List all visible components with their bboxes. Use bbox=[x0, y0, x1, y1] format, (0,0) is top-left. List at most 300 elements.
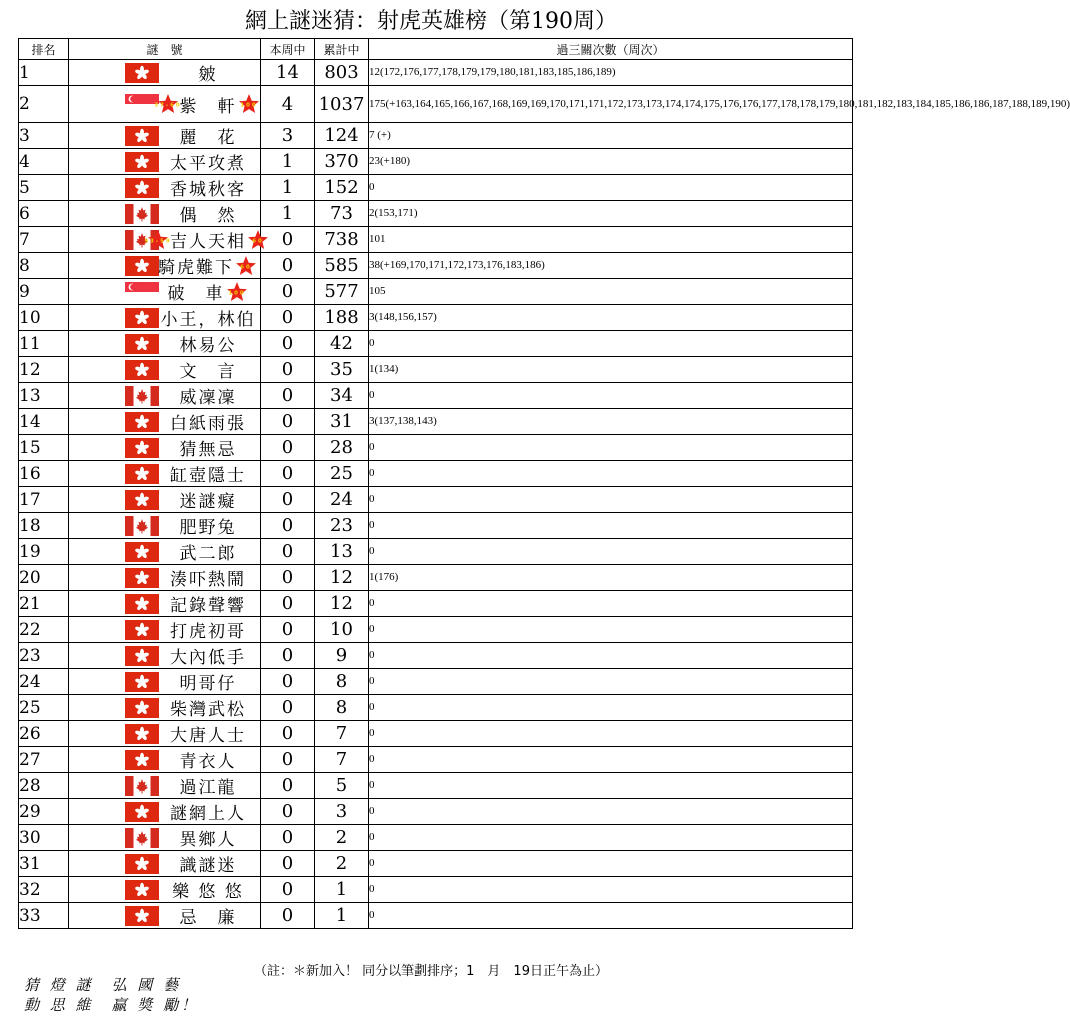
name-cell-inner bbox=[69, 149, 260, 174]
total-count-cell: 1 bbox=[315, 877, 369, 903]
hong-kong-flag-icon bbox=[125, 594, 159, 614]
name-cell-inner bbox=[69, 773, 260, 798]
history-cell: 0 bbox=[369, 435, 853, 461]
rank-cell: 8 bbox=[19, 253, 69, 279]
history-cell: 101 bbox=[369, 227, 853, 253]
header-history: 過三關次數（周次） bbox=[369, 39, 853, 60]
member-name: 紫 軒 bbox=[179, 96, 237, 117]
svg-text:53-59: 53-59 bbox=[144, 238, 172, 245]
member-name: 白紙雨張 bbox=[170, 414, 246, 434]
table-body bbox=[19, 60, 1070, 929]
name-cell bbox=[69, 123, 261, 149]
total-count-cell: 12 bbox=[315, 565, 369, 591]
table-row bbox=[19, 331, 853, 357]
week-count-cell: 0 bbox=[261, 409, 315, 435]
canada-flag-icon bbox=[125, 828, 159, 848]
member-name: 偶 然 bbox=[179, 206, 237, 226]
name-cell bbox=[69, 357, 261, 383]
name-cell bbox=[69, 695, 261, 721]
member-name: 太平攻煮 bbox=[170, 154, 246, 174]
week-count-cell: 0 bbox=[261, 383, 315, 409]
total-count-cell: 2 bbox=[315, 825, 369, 851]
name-cell-inner bbox=[69, 253, 260, 278]
rank-cell: 14 bbox=[19, 409, 69, 435]
history-cell: 0 bbox=[369, 331, 853, 357]
total-count-cell: 2 bbox=[315, 851, 369, 877]
name-cell-inner bbox=[69, 227, 264, 252]
table-row bbox=[19, 409, 853, 435]
history-cell: 0 bbox=[369, 877, 853, 903]
table-row bbox=[19, 617, 853, 643]
name-cell bbox=[69, 721, 261, 747]
rank-cell: 27 bbox=[19, 747, 69, 773]
name-cell bbox=[69, 383, 261, 409]
rank-cell: 3 bbox=[19, 123, 69, 149]
name-label-group bbox=[164, 175, 252, 200]
member-name: 威凜凜 bbox=[179, 388, 237, 408]
week-count-cell: 0 bbox=[261, 825, 315, 851]
history-cell: 0 bbox=[369, 643, 853, 669]
member-name: 小王，林伯 bbox=[160, 310, 256, 330]
page-title: 網上謎迷猜：射虎英雄榜（第190周） bbox=[245, 9, 617, 34]
week-count-cell: 0 bbox=[261, 565, 315, 591]
name-label-group bbox=[164, 565, 252, 590]
name-cell bbox=[69, 331, 261, 357]
name-label-group bbox=[164, 851, 252, 876]
name-cell-inner bbox=[69, 279, 260, 304]
name-cell bbox=[69, 617, 261, 643]
total-count-cell: 12 bbox=[315, 591, 369, 617]
history-cell: 7 (+) bbox=[369, 123, 853, 149]
table-row bbox=[19, 851, 853, 877]
name-cell-inner bbox=[69, 695, 260, 720]
history-cell: 1(134) bbox=[369, 357, 853, 383]
rank-cell: 2 bbox=[19, 86, 69, 123]
week-count-cell: 0 bbox=[261, 643, 315, 669]
total-count-cell: 7 bbox=[315, 747, 369, 773]
name-label-group bbox=[164, 487, 252, 512]
name-label-group bbox=[164, 435, 252, 460]
member-name: 皴 bbox=[198, 65, 218, 85]
canada-flag-icon bbox=[125, 516, 159, 536]
week-count-cell: 0 bbox=[261, 877, 315, 903]
name-cell bbox=[69, 86, 261, 123]
hong-kong-flag-icon bbox=[125, 126, 159, 146]
member-name: 香城秋客 bbox=[170, 180, 246, 200]
name-cell-inner bbox=[69, 877, 260, 902]
name-cell bbox=[69, 227, 264, 253]
name-cell-inner bbox=[69, 851, 260, 876]
history-cell: 0 bbox=[369, 799, 853, 825]
member-name: 忌 廉 bbox=[179, 908, 237, 928]
week-count-cell: 0 bbox=[261, 227, 315, 253]
table-row bbox=[19, 279, 853, 305]
history-cell: 0 bbox=[369, 747, 853, 773]
name-cell bbox=[69, 279, 261, 305]
slogan bbox=[24, 975, 199, 1015]
total-count-cell: 370 bbox=[315, 149, 369, 175]
name-cell bbox=[69, 643, 261, 669]
member-name: 明哥仔 bbox=[179, 674, 237, 694]
history-cell: 0 bbox=[369, 851, 853, 877]
name-cell-inner bbox=[69, 591, 260, 616]
rank-cell: 25 bbox=[19, 695, 69, 721]
week-count-cell: 0 bbox=[261, 279, 315, 305]
rank-cell: 33 bbox=[19, 903, 69, 929]
table-row bbox=[19, 383, 853, 409]
name-cell bbox=[69, 175, 261, 201]
table-row bbox=[19, 565, 853, 591]
header-week: 本周中 bbox=[261, 39, 315, 60]
name-label-group bbox=[164, 201, 252, 226]
member-name: 吉人天相 bbox=[170, 232, 246, 252]
name-cell-inner bbox=[69, 331, 260, 356]
total-count-cell: 28 bbox=[315, 435, 369, 461]
history-cell: 1(176) bbox=[369, 565, 853, 591]
star-badge-icon bbox=[144, 229, 172, 251]
history-cell: 175(+163,164,165,166,167,168,169,169,170,171,171,172,173,173,174,174,175,176,176,177,178,178,179,180,181,182,183,184,185,186,186,187,188,189,190) bbox=[369, 86, 853, 123]
week-count-cell: 0 bbox=[261, 903, 315, 929]
name-cell-inner bbox=[69, 86, 260, 122]
history-cell: 12(172,176,177,178,179,179,180,181,183,185,186,189) bbox=[369, 60, 853, 86]
week-count-cell: 1 bbox=[261, 175, 315, 201]
name-cell bbox=[69, 825, 261, 851]
name-cell bbox=[69, 60, 261, 86]
total-count-cell: 24 bbox=[315, 487, 369, 513]
member-name: 異鄉人 bbox=[179, 830, 237, 850]
name-cell-inner bbox=[69, 669, 260, 694]
table-row bbox=[19, 877, 853, 903]
week-count-cell: 0 bbox=[261, 591, 315, 617]
name-label-group bbox=[164, 721, 252, 746]
hong-kong-flag-icon bbox=[125, 178, 159, 198]
name-label-group bbox=[164, 279, 252, 304]
week-count-cell: 0 bbox=[261, 461, 315, 487]
total-count-cell: 31 bbox=[315, 409, 369, 435]
total-count-cell: 188 bbox=[315, 305, 369, 331]
name-label-group bbox=[164, 617, 252, 642]
name-cell bbox=[69, 799, 261, 825]
name-cell-inner bbox=[69, 825, 260, 850]
history-cell: 0 bbox=[369, 617, 853, 643]
total-count-cell: 8 bbox=[315, 669, 369, 695]
table-row bbox=[19, 799, 853, 825]
name-label-group bbox=[164, 747, 252, 772]
name-cell-inner bbox=[69, 539, 260, 564]
hong-kong-flag-icon bbox=[125, 854, 159, 874]
hong-kong-flag-icon bbox=[125, 672, 159, 692]
name-cell bbox=[69, 435, 261, 461]
name-label-group bbox=[164, 877, 252, 902]
name-cell-inner bbox=[69, 799, 260, 824]
history-cell: 3(148,156,157) bbox=[369, 305, 853, 331]
name-cell bbox=[69, 903, 261, 929]
name-cell-inner bbox=[69, 747, 260, 772]
name-cell-inner bbox=[69, 409, 260, 434]
name-label-group bbox=[164, 383, 252, 408]
header-total: 累計中 bbox=[315, 39, 369, 60]
rank-cell: 28 bbox=[19, 773, 69, 799]
rank-cell: 7 bbox=[19, 227, 69, 253]
week-count-cell: 0 bbox=[261, 305, 315, 331]
name-cell-inner bbox=[69, 617, 260, 642]
canada-flag-icon bbox=[125, 386, 159, 406]
name-label-group bbox=[158, 253, 252, 278]
history-cell: 0 bbox=[369, 175, 853, 201]
name-label-group bbox=[164, 357, 252, 382]
week-count-cell: 0 bbox=[261, 799, 315, 825]
name-cell-inner bbox=[69, 305, 260, 330]
hong-kong-flag-icon bbox=[125, 698, 159, 718]
name-cell-inner bbox=[69, 721, 260, 746]
member-name: 記錄聲響 bbox=[170, 596, 246, 616]
name-label-group bbox=[164, 123, 252, 148]
table-row bbox=[19, 149, 853, 175]
rank-cell: 17 bbox=[19, 487, 69, 513]
canada-flag-icon bbox=[125, 776, 159, 796]
rank-cell: 12 bbox=[19, 357, 69, 383]
hong-kong-flag-icon bbox=[125, 308, 159, 328]
total-count-cell: 577 bbox=[315, 279, 369, 305]
total-count-cell: 42 bbox=[315, 331, 369, 357]
week-count-cell: 4 bbox=[261, 86, 315, 123]
header-name: 謎 號 bbox=[69, 39, 261, 60]
hong-kong-flag-icon bbox=[125, 724, 159, 744]
rank-cell: 5 bbox=[19, 175, 69, 201]
star-badge-icon bbox=[247, 229, 269, 251]
hong-kong-flag-icon bbox=[125, 880, 159, 900]
star-badge-icon bbox=[226, 281, 248, 303]
rank-cell: 32 bbox=[19, 877, 69, 903]
hong-kong-flag-icon bbox=[125, 63, 159, 83]
history-cell: 23(+180) bbox=[369, 149, 853, 175]
week-count-cell: 0 bbox=[261, 747, 315, 773]
table-row bbox=[19, 721, 853, 747]
table-row bbox=[19, 201, 853, 227]
total-count-cell: 5 bbox=[315, 773, 369, 799]
week-count-cell: 0 bbox=[261, 539, 315, 565]
name-label-group bbox=[164, 643, 252, 668]
name-label-group bbox=[164, 60, 252, 85]
total-count-cell: 13 bbox=[315, 539, 369, 565]
name-label-group bbox=[164, 695, 252, 720]
table-row bbox=[19, 643, 853, 669]
footnote: （註：＊新加入！ 同分以筆劃排序；1 月 19日正午為止） bbox=[254, 964, 608, 979]
table-row bbox=[19, 461, 853, 487]
member-name: 迷謎癡 bbox=[179, 492, 237, 512]
total-count-cell: 23 bbox=[315, 513, 369, 539]
table-row bbox=[19, 747, 853, 773]
table-row bbox=[19, 253, 853, 279]
rank-cell: 26 bbox=[19, 721, 69, 747]
total-count-cell: 25 bbox=[315, 461, 369, 487]
history-cell: 0 bbox=[369, 513, 853, 539]
rank-cell: 21 bbox=[19, 591, 69, 617]
total-count-cell: 34 bbox=[315, 383, 369, 409]
name-cell-inner bbox=[69, 201, 260, 226]
history-cell: 0 bbox=[369, 383, 853, 409]
history-cell: 0 bbox=[369, 669, 853, 695]
table-row bbox=[19, 591, 853, 617]
hong-kong-flag-icon bbox=[125, 464, 159, 484]
name-cell-inner bbox=[69, 643, 260, 668]
name-cell-inner bbox=[69, 435, 260, 460]
rank-cell: 23 bbox=[19, 643, 69, 669]
hong-kong-flag-icon bbox=[125, 490, 159, 510]
member-name: 樂 悠 悠 bbox=[172, 882, 244, 902]
week-count-cell: 3 bbox=[261, 123, 315, 149]
hong-kong-flag-icon bbox=[125, 620, 159, 640]
week-count-cell: 0 bbox=[261, 773, 315, 799]
table-row bbox=[19, 305, 853, 331]
name-cell bbox=[69, 539, 261, 565]
svg-text:60: 60 bbox=[240, 264, 252, 271]
hong-kong-flag-icon bbox=[125, 360, 159, 380]
name-label-group bbox=[164, 331, 252, 356]
rank-cell: 24 bbox=[19, 669, 69, 695]
table-row bbox=[19, 357, 853, 383]
history-cell: 0 bbox=[369, 773, 853, 799]
table-row bbox=[19, 487, 853, 513]
table-row bbox=[19, 539, 853, 565]
name-label-group bbox=[164, 409, 252, 434]
hong-kong-flag-icon bbox=[125, 568, 159, 588]
total-count-cell: 3 bbox=[315, 799, 369, 825]
member-name: 麗 花 bbox=[179, 128, 237, 148]
name-cell-inner bbox=[69, 903, 260, 928]
name-label-group bbox=[164, 773, 252, 798]
hong-kong-flag-icon bbox=[125, 750, 159, 770]
total-count-cell: 73 bbox=[315, 201, 369, 227]
name-cell-inner bbox=[69, 357, 260, 382]
rank-cell: 6 bbox=[19, 201, 69, 227]
star-badge-icon bbox=[153, 93, 182, 115]
star-badge-icon bbox=[238, 93, 260, 115]
week-count-cell: 0 bbox=[261, 851, 315, 877]
name-label-group bbox=[153, 86, 258, 122]
week-count-cell: 0 bbox=[261, 513, 315, 539]
hong-kong-flag-icon bbox=[125, 412, 159, 432]
name-cell bbox=[69, 201, 261, 227]
history-cell: 0 bbox=[369, 487, 853, 513]
table-row bbox=[19, 227, 853, 253]
hong-kong-flag-icon bbox=[125, 802, 159, 822]
history-cell: 105 bbox=[369, 279, 853, 305]
table-row bbox=[19, 86, 853, 123]
svg-text:60: 60 bbox=[252, 238, 264, 245]
rank-cell: 16 bbox=[19, 461, 69, 487]
history-cell: 3(137,138,143) bbox=[369, 409, 853, 435]
hong-kong-flag-icon bbox=[125, 542, 159, 562]
member-name: 柴灣武松 bbox=[170, 700, 246, 720]
name-label-group bbox=[164, 825, 252, 850]
table-row bbox=[19, 175, 853, 201]
name-label-group bbox=[164, 149, 252, 174]
name-cell-inner bbox=[69, 175, 260, 200]
rank-cell: 20 bbox=[19, 565, 69, 591]
total-count-cell: 9 bbox=[315, 643, 369, 669]
name-cell bbox=[69, 773, 261, 799]
name-cell bbox=[69, 747, 261, 773]
name-cell bbox=[69, 149, 261, 175]
history-cell: 0 bbox=[369, 591, 853, 617]
name-cell-inner bbox=[69, 383, 260, 408]
total-count-cell: 10 bbox=[315, 617, 369, 643]
hong-kong-flag-icon bbox=[125, 438, 159, 458]
history-cell: 0 bbox=[369, 721, 853, 747]
table-row bbox=[19, 669, 853, 695]
name-cell bbox=[69, 253, 261, 279]
week-count-cell: 0 bbox=[261, 331, 315, 357]
name-cell-inner bbox=[69, 60, 260, 85]
rank-cell: 13 bbox=[19, 383, 69, 409]
name-cell bbox=[69, 877, 261, 903]
total-count-cell: 35 bbox=[315, 357, 369, 383]
singapore-flag-icon bbox=[125, 282, 159, 302]
hong-kong-flag-icon bbox=[125, 256, 159, 276]
name-cell bbox=[69, 565, 261, 591]
name-cell-inner bbox=[69, 487, 260, 512]
total-count-cell: 803 bbox=[315, 60, 369, 86]
hong-kong-flag-icon bbox=[125, 906, 159, 926]
rank-cell: 18 bbox=[19, 513, 69, 539]
week-count-cell: 0 bbox=[261, 435, 315, 461]
member-name: 大唐人士 bbox=[170, 726, 246, 746]
rank-cell: 29 bbox=[19, 799, 69, 825]
table-row bbox=[19, 123, 853, 149]
rank-cell: 22 bbox=[19, 617, 69, 643]
hong-kong-flag-icon bbox=[125, 334, 159, 354]
name-cell bbox=[69, 461, 261, 487]
member-name: 騎虎難下 bbox=[158, 258, 234, 278]
rank-cell: 31 bbox=[19, 851, 69, 877]
week-count-cell: 0 bbox=[261, 253, 315, 279]
hong-kong-flag-icon bbox=[125, 152, 159, 172]
name-cell-inner bbox=[69, 565, 260, 590]
member-name: 缸壺隱士 bbox=[170, 466, 246, 486]
leaderboard-table bbox=[18, 38, 1070, 929]
name-label-group bbox=[164, 513, 252, 538]
table-row bbox=[19, 435, 853, 461]
rank-cell: 9 bbox=[19, 279, 69, 305]
rank-cell: 15 bbox=[19, 435, 69, 461]
name-cell bbox=[69, 487, 261, 513]
total-count-cell: 585 bbox=[315, 253, 369, 279]
week-count-cell: 0 bbox=[261, 487, 315, 513]
name-label-group bbox=[164, 591, 252, 616]
history-cell: 38(+169,170,171,172,173,176,183,186) bbox=[369, 253, 853, 279]
total-count-cell: 1 bbox=[315, 903, 369, 929]
total-count-cell: 1037 bbox=[315, 86, 369, 123]
week-count-cell: 0 bbox=[261, 357, 315, 383]
member-name: 肥野兔 bbox=[179, 518, 237, 538]
table-row bbox=[19, 513, 853, 539]
week-count-cell: 0 bbox=[261, 617, 315, 643]
member-name: 林易公 bbox=[179, 336, 237, 356]
total-count-cell: 738 bbox=[315, 227, 369, 253]
svg-text:100: 100 bbox=[239, 102, 258, 109]
canada-flag-icon bbox=[125, 204, 159, 224]
name-cell bbox=[69, 305, 261, 331]
member-name: 謎網上人 bbox=[170, 804, 246, 824]
header-rank: 排名 bbox=[19, 39, 69, 60]
member-name: 青衣人 bbox=[179, 752, 237, 772]
slogan-line: 動 思 維 贏 獎 勵！ bbox=[24, 996, 200, 1014]
week-count-cell: 1 bbox=[261, 149, 315, 175]
svg-text:100: 100 bbox=[227, 290, 246, 297]
name-label-group bbox=[164, 669, 252, 694]
rank-cell: 1 bbox=[19, 60, 69, 86]
